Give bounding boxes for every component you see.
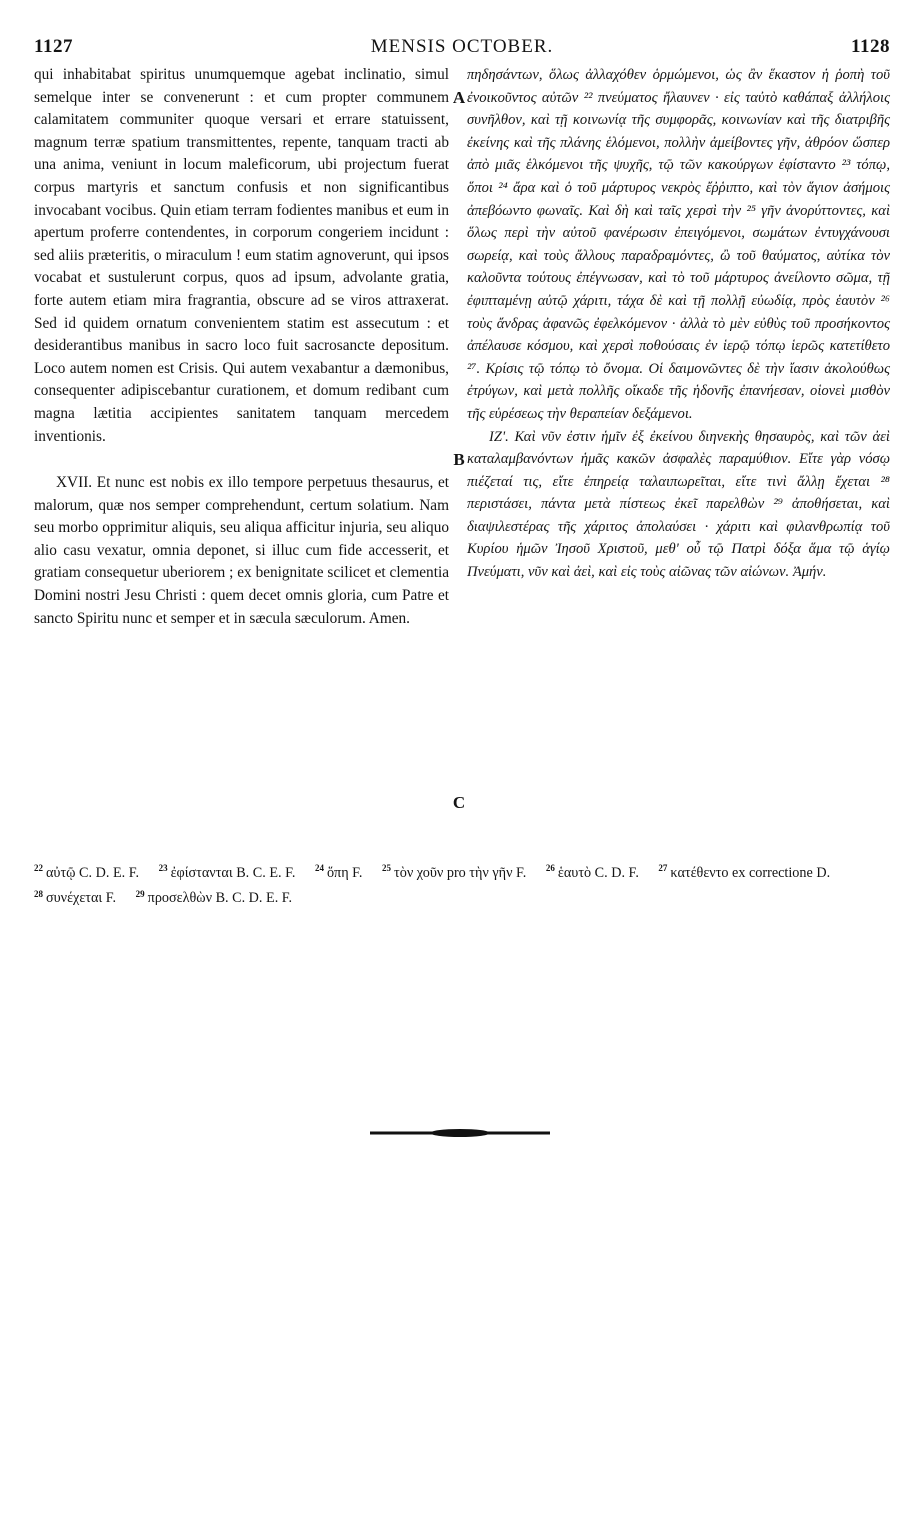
section-marker-a: A <box>452 88 466 107</box>
latin-paragraph-1: qui inhabitabat spiritus unumquemque agebat inclinatio, simul semelque inter se convenerunt : et cum propter communem calamitatem communiter quoque versari et errare statuissent, magnum terræ spatium transmittentes, repente, tanquam tracti ab una anima, veniunt in locum maleficorum, ubi projectum fuerat corpus martyris et sanctum confusis et non significantibus invocabant vocibus. Quin etiam terram fodientes manibus et eum in apertum proferre contendentes, in corporum congeriem incidunt : sed aliis præteritis, o miraculum ! eum statim agnoverunt, qui ipsos vocabat et sustulerunt corpus, quos ad ipsum, advolante gratia, forte autem etiam mira fragrantia, obscure ad se viros attraxerat. Sed id quidem ornatum convenientem statim est assecutum : et desiderantibus manibus in sacro loco fuit sacrosancte depositum. Loco autem nomen est Crisis. Qui autem vexabantur a dæmonibus, consequenter adipiscebantur curationem, et domum redibant cum magna lætitia accipientes sanitatem tanquam mercedem inventionis. <box>34 66 449 445</box>
footnote: $^{28}$ συνέχεται F. <box>34 888 117 907</box>
footnote: $^{23}$ ἐφίστανται B. C. E. F. <box>158 863 296 881</box>
left-page-number: 1127 <box>34 36 73 57</box>
end-ornament-rule <box>370 1126 550 1140</box>
footnote: $^{26}$ ἑαυτὸ C. D. F. <box>545 863 639 881</box>
running-header <box>34 36 890 64</box>
running-title: MENSIS OCTOBER. <box>370 36 554 57</box>
footnote: $^{24}$ ὅπη F. <box>314 863 363 881</box>
footnote: $^{29}$ προσελθὼν B. C. D. E. F. <box>135 888 293 907</box>
footnotes <box>34 858 890 909</box>
greek-paragraph-1: πηδησάντων, ὅλως ἀλλαχόθεν ὁρμώμενοι, ὡς ἂν ἕκαστον ἡ ῥοπὴ τοῦ ἐνοικοῦντος αὐτῶν ²² πνεύματος ἤλαυνεν · εἰς ταὐτὸ καθάπαξ ἀλλήλοις συνῆλθον, καὶ τῇ κοινωνίᾳ τῆς συμφορᾶς, κοινωνίαν καὶ τῆς διατριβῆς ἐκείνης καὶ τῆς πλάνης ἑλόμενοι, πολλὴν ἀμείβοντες γῆν, ἀθρόον ὥσπερ ἀπὸ μιᾶς ἑλκόμενοι τῆς ψυχῆς, τῷ τῶν κακούργων ἐφίσταντο ²³ τόπῳ, ὅποι ²⁴ ἄρα καὶ ὁ τοῦ μάρτυρος νεκρὸς ἔῤῥιπτο, καὶ τὸν ἅγιον ἀσήμοις ἀπεβόωντο φωναῖς. Καὶ δὴ καὶ ταῖς χερσὶ τὴν ²⁵ γῆν ἀνορύττοντες, καὶ ὅλως περὶ τὴν αὐτοῦ φανέρωσιν ἐπειγόμενοι, σωμάτων ἐντυγχάνουσι σωρείᾳ, καὶ τοὺς ἄλλους παραδραμόντες, ὢ τοῦ θαύματος, αὐτίκα τὸν καλοῦντα τούτους ἐπέγνωσαν, καὶ τὸ τοῦ μάρτυρος ἀνείλοντο σῶμα, τῇ ἐφιπταμένῃ αὐτῷ χάριτι, τάχα δὲ καὶ τῇ πολλῇ εὐωδίᾳ, πρὸς ἑαυτὸν ²⁶ τοὺς ἄνδρας ἀφανῶς ἐφελκόμενον · ἀλλὰ τὸ μὲν εὐθὺς τοῦ προσήκοντος ἀπέλαυσε κόσμου, καὶ χερσὶ ποθούσαις ἐν ἱερῷ τόπῳ ἱερῶς κατετίθετο ²⁷. Κρίσις τῷ τόπῳ τὸ ὄνομα. Οἱ δαιμονῶντες δὲ τὴν ἴασιν ἀκολούθως ἐτρύγων, καὶ μετὰ πολλῆς οἴκαδε τῆς ἡδονῆς ἐπανήεσαν, οἱονεὶ μισθὸν τῆς εὑρέσεως τὴν θεραπείαν δεξάμενοι. <box>467 67 890 422</box>
section-marker-b: B <box>453 450 465 469</box>
latin-paragraph-2: XVII. Et nunc est nobis ex illo tempore perpetuus thesaurus, et malorum, quæ nos semper comprehendunt, certum solatium. Nam seu morbo opprimitur aliquis, seu aliqua afficitur injuria, seu aliquo alio casu vexatur, omnia deponet, si illuc cum fide accesserit, et gratiam consequetur uberiorem ; ex benignitate scilicet et clementia Domini nostri Jesu Christi : quem decet omnis gloria, cum Patre et sancto Spiritu nunc et semper et in sæcula sæculorum. Amen. <box>34 474 449 627</box>
two-column-body <box>34 64 890 846</box>
page <box>34 36 890 907</box>
greek-paragraph-2: ΙΖʹ. Καὶ νῦν ἐστιν ἡμῖν ἐξ ἐκείνου διηνεκὴς θησαυρὸς, καὶ τῶν ἀεὶ καταλαμβανόντων ἡμᾶς κακῶν ἀσφαλὲς παραμύθιον. Εἴτε γὰρ νόσῳ πιέζεταί τις, εἴτε ἐπηρείᾳ ταλαιπωρεῖται, εἴτε τινὶ ἄλλῃ ἔχεται ²⁸ περιστάσει, πάντα μετὰ πίστεως ἐκεῖ παρελθὼν ²⁹ ἀποθήσεται, καὶ διαψιλεστέρας τῆς χάριτος ἀπολαύσει · χάριτι καὶ φιλανθρωπίᾳ τοῦ Κυρίου ἡμῶν Ἰησοῦ Χριστοῦ, μεθ' οὗ τῷ Πατρὶ δόξα ἅμα τῷ ἁγίῳ Πνεύματι, νῦν καὶ ἀεὶ, καὶ εἰς τοὺς αἰῶνας τῶν αἰώνων. Ἀμήν. <box>467 428 890 581</box>
footnote: $^{27}$ κατέθεντο ex correctione D. <box>658 863 831 881</box>
latin-column <box>34 64 449 630</box>
footnote: $^{25}$ τὸν χοῦν pro τὴν γῆν F. <box>382 863 527 881</box>
greek-column <box>467 64 890 584</box>
section-marker-c: C <box>452 793 466 812</box>
footnote: $^{22}$ αὐτῷ C. D. E. F. <box>34 863 140 881</box>
right-page-number: 1128 <box>851 36 890 57</box>
